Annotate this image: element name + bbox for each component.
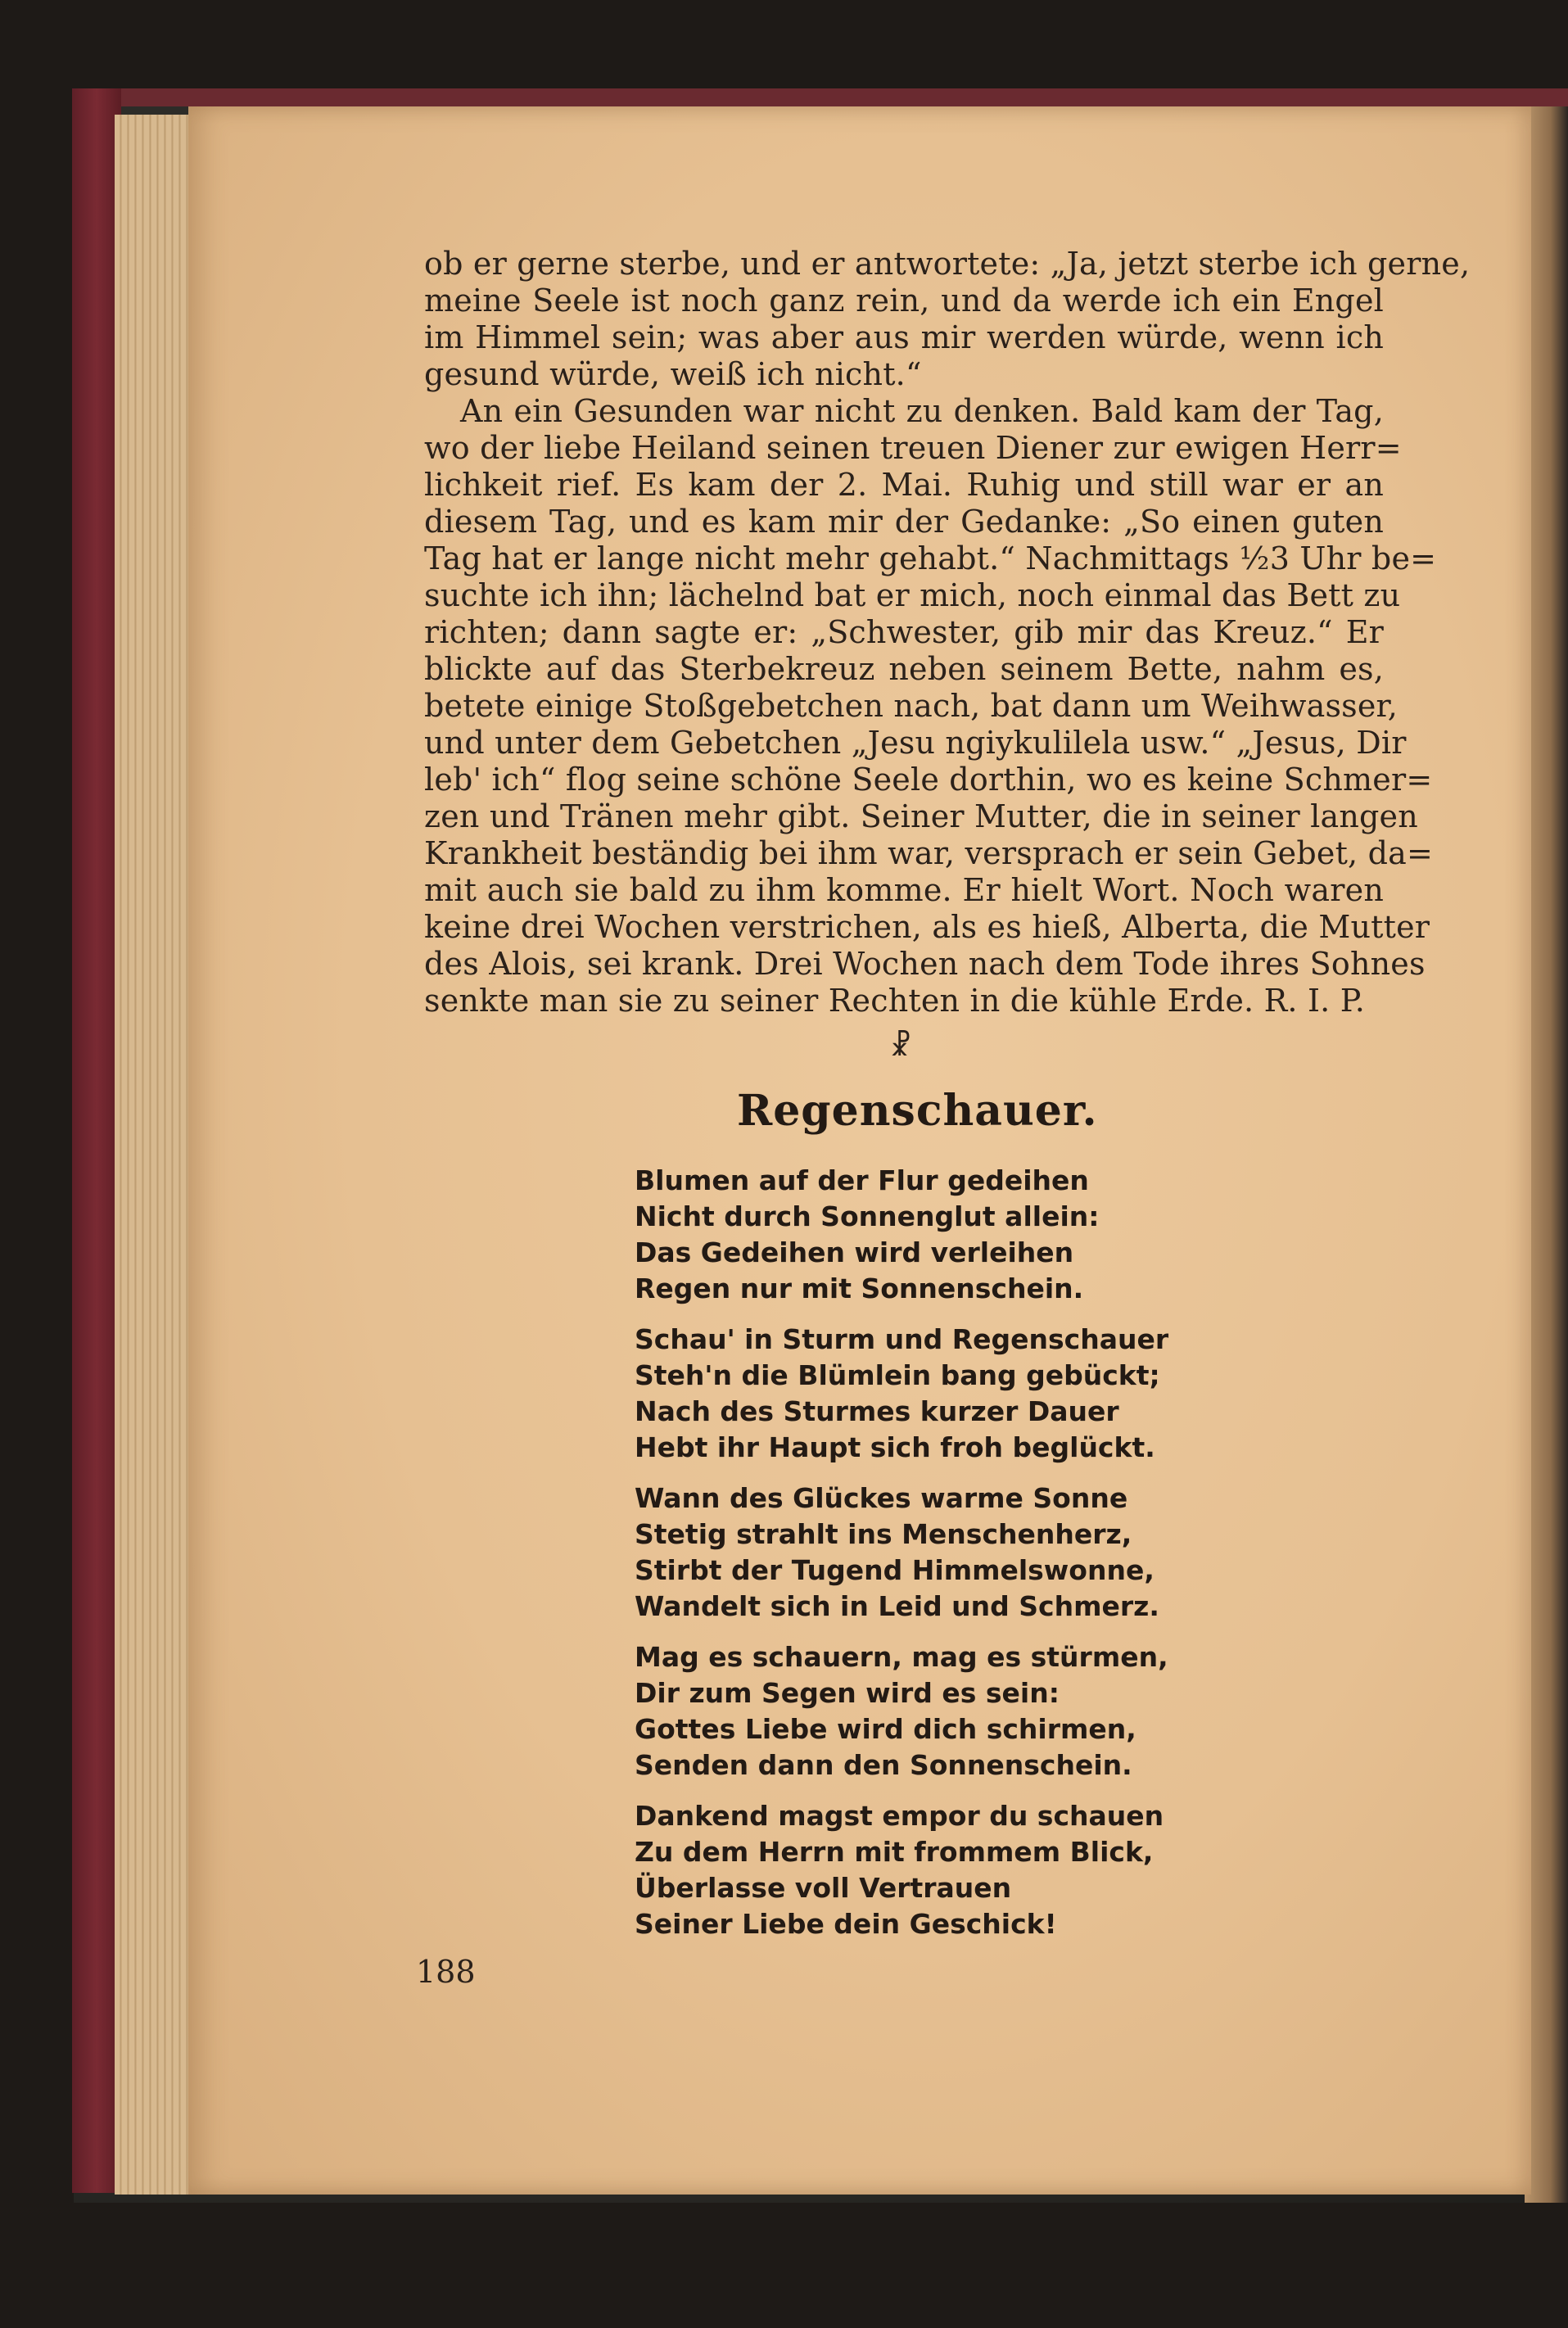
verse-line: Wann des Glückes warme Sonne [635,1482,1128,1514]
verse-line: Blumen auf der Flur gedeihen [635,1164,1089,1196]
verse-line: Mag es schauern, mag es stürmen, [635,1641,1168,1673]
verse-line: Seiner Liebe dein Geschick! [635,1908,1057,1940]
prose-line: leb' ich“ flog seine schöne Seele dorthin, wo es keine Schmer= [424,762,1433,798]
poem-stanza [635,1639,1208,1783]
verse-line: Wandelt sich in Leid und Schmerz. [635,1590,1159,1622]
prose-line: des Alois, sei krank. Drei Wochen nach dem Tode ihres Sohnes [424,946,1426,982]
ornament-icon: ☧ [889,1030,912,1063]
verse-line: Zu dem Herrn mit frommem Blick, [635,1836,1154,1868]
verse-line: Regen nur mit Sonnenschein. [635,1272,1084,1304]
prose-line: und unter dem Gebetchen „Jesu ngiykulilela usw.“ „Jesus, Dir [424,725,1407,761]
prose-line: gesund würde, weiß ich nicht.“ [424,356,922,392]
verse-line: Überlasse voll Vertrauen [635,1872,1012,1904]
page-number: 188 [416,1954,476,1990]
verse-line: Stirbt der Tugend Himmelswonne, [635,1554,1155,1586]
poem [635,1163,1208,1957]
verse-line: Das Gedeihen wird verleihen [635,1236,1074,1268]
verse-line: Dankend magst empor du schauen [635,1800,1164,1832]
prose-line: richten; dann sagte er: „Schwester, gib mir das Kreuz.“ Er [424,614,1384,650]
verse-line: Stetig strahlt ins Menschenherz, [635,1518,1132,1550]
prose-line: diesem Tag, und es kam mir der Gedanke: „So einen guten [424,504,1384,540]
poem-stanza [635,1480,1208,1625]
poem-stanza [635,1163,1208,1307]
poem-stanza [635,1798,1208,1942]
prose-line: An ein Gesunden war nicht zu denken. Bald kam der Tag, [460,393,1384,429]
verse-line: Dir zum Segen wird es sein: [635,1677,1060,1709]
prose-line: zen und Tränen mehr gibt. Seiner Mutter, die in seiner langen [424,798,1418,834]
prose-line: senkte man sie zu seiner Rechten in die kühle Erde. R. I. P. [424,983,1366,1019]
prose-line: meine Seele ist noch ganz rein, und da werde ich ein Engel [424,283,1384,319]
verse-line: Hebt ihr Haupt sich froh beglückt. [635,1431,1155,1463]
poem-title: Regenschauer. [737,1086,1098,1136]
poem-stanza [635,1322,1208,1466]
prose-line: lichkeit rief. Es kam der 2. Mai. Ruhig und still war er an [424,467,1384,503]
verse-line: Senden dann den Sonnenschein. [635,1749,1132,1781]
prose-line: mit auch sie bald zu ihm komme. Er hielt Wort. Noch waren [424,872,1384,908]
binding-edge-top [72,88,1568,106]
prose-line: blickte auf das Sterbekreuz neben seinem Bette, nahm es, [424,651,1384,687]
verse-line: Nach des Sturmes kurzer Dauer [635,1395,1119,1427]
verse-line: Gottes Liebe wird dich schirmen, [635,1713,1136,1745]
verse-line: Steh'n die Blümlein bang gebückt; [635,1359,1160,1391]
prose-line: im Himmel sein; was aber aus mir werden würde, wenn ich [424,319,1384,355]
prose-line: keine drei Wochen verstrichen, als es hieß, Alberta, die Mutter [424,909,1430,945]
prose-line: wo der liebe Heiland seinen treuen Diener zur ewigen Herr= [424,430,1402,466]
prose-line: Tag hat er lange nicht mehr gehabt.“ Nachmittags ½3 Uhr be= [424,540,1437,576]
prose-line: Krankheit beständig bei ihm war, versprach er sein Gebet, da= [424,835,1434,871]
prose-line: ob er gerne sterbe, und er antwortete: „Ja, jetzt sterbe ich gerne, [424,246,1471,282]
prose-line: suchte ich ihn; lächelnd bat er mich, noch einmal das Bett zu [424,577,1401,613]
prose-block [424,246,1471,1019]
binding-spine [72,88,121,2193]
verse-line: Nicht durch Sonnenglut allein: [635,1200,1100,1232]
prose-line: betete einige Stoßgebetchen nach, bat dann um Weihwasser, [424,688,1399,724]
verse-line: Schau' in Sturm und Regenschauer [635,1323,1169,1355]
